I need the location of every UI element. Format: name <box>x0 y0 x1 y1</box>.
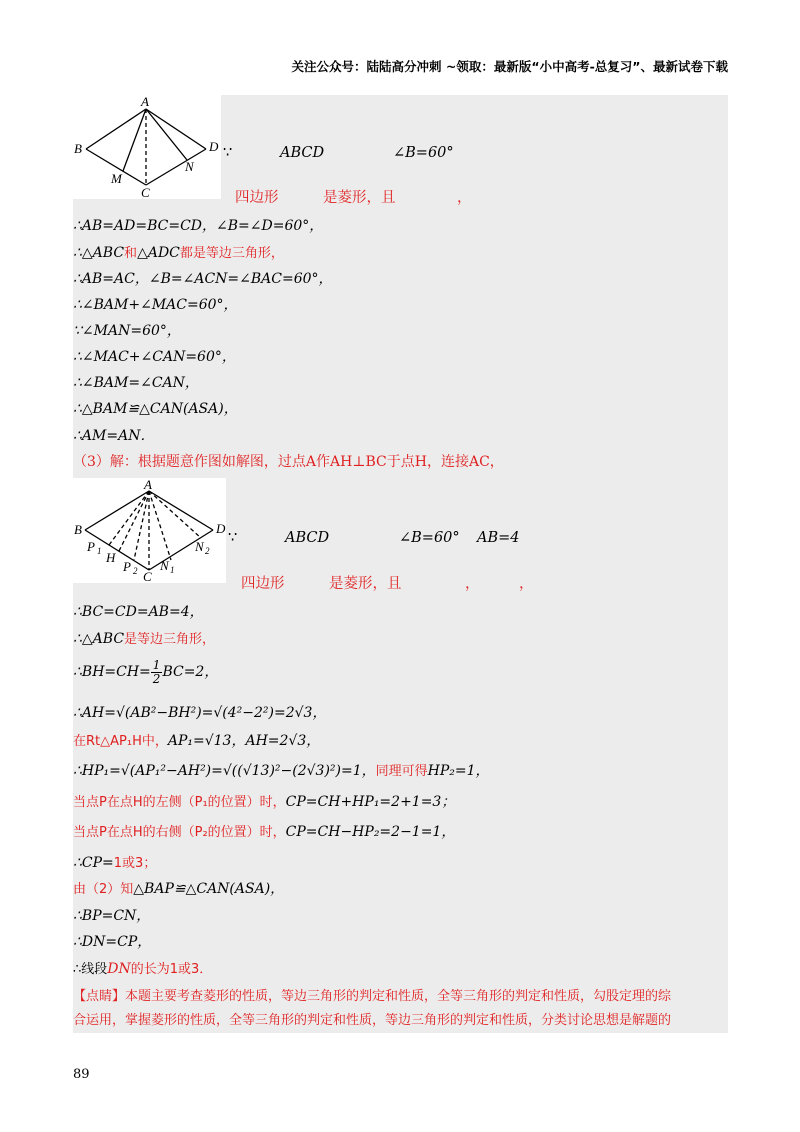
rhombus-figure-2 <box>73 478 226 583</box>
label-b: B <box>74 141 82 156</box>
label2-p1-sub: 1 <box>97 546 102 556</box>
label2-a: A <box>144 478 152 492</box>
page-header: 关注公众号：陆陆高分冲刺 ~领取：最新版“小中高考-总复习”、最新试卷下载 <box>291 59 728 74</box>
label2-n2-sub: 2 <box>205 546 210 556</box>
label2-p1: P <box>87 539 95 554</box>
part3-line-5: 在Rt△AP₁H中，AP₁=√13，AH=2√3， <box>73 733 321 749</box>
part3-line-6: ∴HP₁=√(AP₁²−AH²)=√((√13)²−(2√3)²)=1，同理可得HP₂=1， <box>73 763 490 779</box>
because-sign-1: ∵ <box>223 145 233 161</box>
label2-p2: P <box>123 559 131 574</box>
rhombus-figure-1 <box>73 95 221 199</box>
label2-d: D <box>216 521 226 536</box>
page-number: 89 <box>73 1067 90 1082</box>
cjk-comma-2b: ， <box>519 576 534 592</box>
proof-line-1: ∴AB=AD=BC=CD，∠B=∠D=60°， <box>73 218 324 234</box>
abcd-label-2: ABCD <box>285 530 330 546</box>
label2-n1-sub: 1 <box>170 565 175 575</box>
proof-line-5: ∵∠MAN=60°， <box>73 323 181 339</box>
label-d: D <box>209 139 219 154</box>
part3-line-4: ∴AH=√(AB²−BH²)=√(4²−2²)=2√3， <box>73 705 327 721</box>
abcd-label-1: ABCD <box>280 145 325 161</box>
part3-line-11: ∴BP=CN， <box>73 908 151 924</box>
proof-line-6: ∴∠MAC+∠CAN=60°， <box>73 349 236 365</box>
ab-value-2: AB=4 <box>477 530 520 546</box>
cjk-line-2a: 四边形 <box>241 576 285 592</box>
cjk-line-1b: 是菱形，且 <box>323 190 396 206</box>
label2-n2: N <box>195 539 204 554</box>
proof-line-8: ∴△BAM≌△CAN(ASA)， <box>73 401 238 417</box>
fraction-half: $\frac{1}{2}$ <box>152 657 161 686</box>
label2-p2-sub: 2 <box>133 566 138 576</box>
part3-line-1: ∴BC=CD=AB=4， <box>73 604 204 620</box>
proof-line-9: ∴AM=AN． <box>73 428 155 444</box>
label2-c: C <box>143 569 152 583</box>
angle-b-2: ∠B=60° <box>399 530 460 546</box>
label2-n1: N <box>160 558 169 573</box>
part3-line-10: 由（2）知△BAP≌△CAN(ASA)， <box>73 881 285 897</box>
cjk-comma-2a: ， <box>465 576 480 592</box>
label2-b: B <box>74 522 82 537</box>
part3-intro: （3）解：根据题意作图如解图，过点A作AH⊥BC于点H，连接AC， <box>73 454 504 470</box>
because-sign-2: ∵ <box>228 530 238 546</box>
proof-line-3: ∴AB=AC，∠B=∠ACN=∠BAC=60°， <box>73 271 333 287</box>
proof-line-7: ∴∠BAM=∠CAN， <box>73 375 199 391</box>
label2-h: H <box>106 550 116 565</box>
cjk-comma-1: ， <box>457 190 472 206</box>
label-a: A <box>141 95 149 109</box>
proof-line-4: ∴∠BAM+∠MAC=60°， <box>73 297 238 313</box>
label-m: M <box>111 171 122 186</box>
part3-line-7: 当点P在点H的左侧（P₁的位置）时，CP=CH+HP₁=2+1=3； <box>73 794 456 810</box>
angle-b-1: ∠B=60° <box>393 145 454 161</box>
label-n: N <box>185 159 194 174</box>
part3-line-13: ∴线段DN的长为1或3． <box>73 961 213 977</box>
proof-line-2: ∴△ABC和△ADC都是等边三角形， <box>73 245 284 261</box>
part3-line-9: ∴CP=1或3； <box>73 855 157 871</box>
label-c: C <box>141 185 150 199</box>
part3-line-12: ∴DN=CP， <box>73 934 152 950</box>
part3-line-3: ∴BH=CH= $\frac{1}{2}$ BC=2， <box>73 657 219 686</box>
cjk-line-1a: 四边形 <box>235 190 279 206</box>
solution-content <box>73 95 728 1033</box>
cjk-line-2b: 是菱形，且 <box>329 576 402 592</box>
part3-line-2: ∴△ABC是等边三角形， <box>73 631 216 647</box>
comment-line-2: 合运用，掌握菱形的性质，全等三角形的判定和性质，等边三角形的判定和性质，分类讨论思想是解题的 <box>73 1013 672 1028</box>
comment-line-1: 【点睛】本题主要考查菱形的性质，等边三角形的判定和性质，全等三角形的判定和性质，勾股定理的综 <box>73 989 672 1004</box>
part3-line-8: 当点P在点H的右侧（P₂的位置）时，CP=CH−HP₂=2−1=1， <box>73 824 456 840</box>
